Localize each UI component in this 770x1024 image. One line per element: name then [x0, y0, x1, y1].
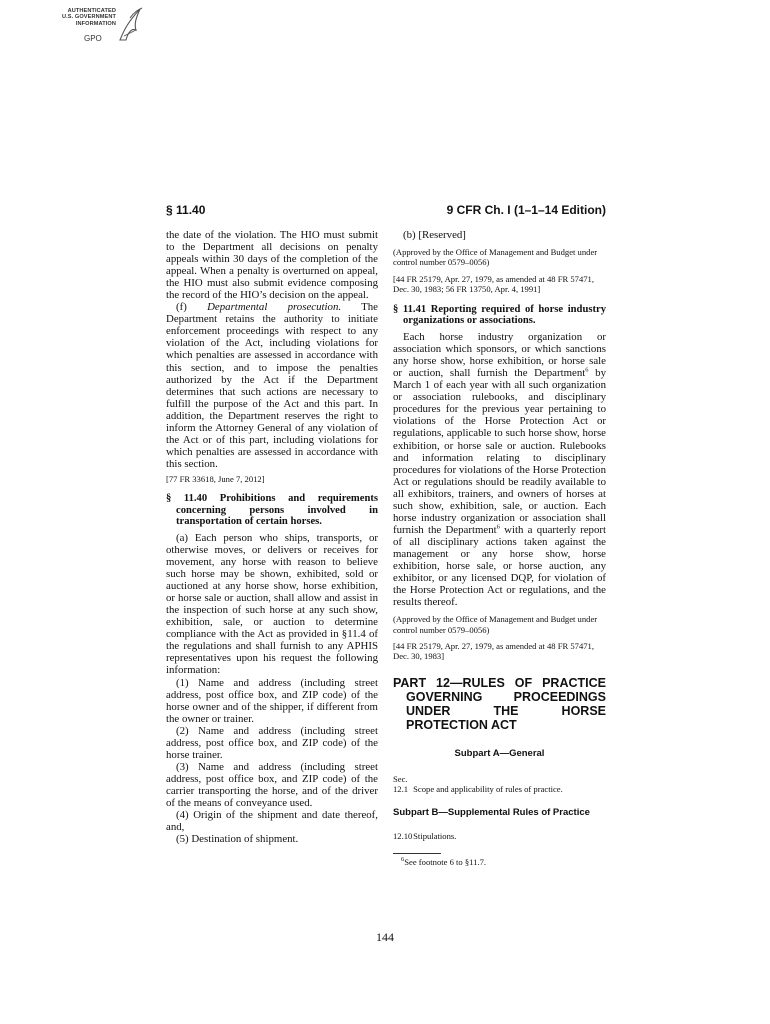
paragraph-f [166, 301, 378, 470]
subpart-a-heading: Subpart A—General [454, 747, 545, 759]
italic-heading: Departmental prosecution. [207, 301, 342, 314]
toc-sec-label: Sec. [393, 773, 408, 784]
footnote-text: See footnote 6 to §11.7. [404, 857, 487, 868]
section-heading-11-41: § 11.41 Reporting required of horse industry organizations or associations. [393, 303, 606, 326]
paragraph-label: (f) [176, 301, 187, 314]
source-citation: [44 FR 25179, Apr. 27, 1979, as amended at 48 FR 57471, Dec. 30, 1983] [393, 640, 594, 662]
right-column [393, 229, 606, 867]
gpo-logo-line: U.S. GOVERNMENT [61, 14, 116, 21]
toc-entry-number: 12.10 [393, 830, 413, 841]
section-heading-11-40: § 11.40 Prohibitions and requirements concerning persons involved in transportation of certain horses. [166, 493, 378, 527]
paragraph-text: The Department retains the authority to initiate enforcement proceedings with respect to any violation of the Act, including violations for which penalties are assessed in accordance with this section, and to impose the penalties authorized by the Act if the Department determines that such actions are necessary to fulfill the purpose of the Act and this part. In addition, the Department reserves the right to inform the Attorney General of any violation of the Act or of this part, including violations for which penalties are assessed in accordance with this section. [166, 301, 378, 470]
paragraph-text: by March 1 of each year with all such organization or association rulebooks, and disciplinary procedures for the previous year pertaining to violations of the Horse Protection Act or regulations, applicable to such horse show, horse exhibition, or horse sale or auction. Rulebooks and information relating to disciplinary procedures for violations of the Horse Protection Act or regulations should be readily available to all exhibitors, trainers, and owners of horses at such show, exhibition, sale, or auction. Each horse industry organization or association shall furnish the Department [393, 367, 606, 536]
part-title: PART 12—RULES OF PRACTICE GOVERNING PROCEEDINGS UNDER THE HORSE PROTECTION ACT [393, 675, 606, 732]
paragraph-11-41 [393, 331, 606, 608]
toc-entry[interactable] [393, 831, 606, 841]
running-header-section: § 11.40 [166, 203, 206, 217]
list-item: (5) Destination of shipment. [176, 833, 299, 846]
source-citation: [44 FR 25179, Apr. 27, 1979, as amended at 48 FR 57471, Dec. 30, 1983; 56 FR 13750, Apr. 4, 1991] [393, 273, 594, 295]
gpo-logo-line: INFORMATION [75, 20, 116, 27]
toc-entry-text: Stipulations. [413, 830, 457, 841]
toc-entry-number: 12.1 [393, 784, 409, 795]
list-item: (1) Name and address (including street address, post office box, and ZIP code) of the horse owner and of the shipper, if different from the owner or trainer. [166, 676, 378, 725]
list-item: (3) Name and address (including street address, post office box, and ZIP code) of the carrier transporting the horse, and of the driver of the means of conveyance used. [166, 760, 378, 809]
paragraph-text: Each horse industry organization or association which sponsors, or which sanctions any horse show, horse exhibition, or horse sale or auction, shall furnish the Department [393, 331, 606, 380]
footnote [393, 857, 606, 867]
gpo-logo-line: AUTHENTICATED [67, 8, 116, 14]
list-item: (2) Name and address (including street address, post office box, and ZIP code) of the horse trainer. [166, 724, 378, 761]
eagle-icon [114, 6, 144, 42]
paragraph-a: (a) Each person who ships, transports, or otherwise moves, or delivers or receives for movement, any horse with reason to believe such horse may be shown, exhibited, sold or auctioned at any horse show, horse exhibition, or horse sale or auction, shall allow and assist in the inspection of such horse at any such show, exhibition, sale, or auction to determine compliance with the Act as provided in §11.4 of the regulations and shall furnish to any APHIS representatives upon his request the following information: [166, 531, 378, 677]
gpo-authentication-logo [28, 6, 146, 46]
running-header-title: 9 CFR Ch. I (1–1–14 Edition) [446, 203, 606, 217]
gpo-logo-text [28, 8, 116, 27]
subpart-b-heading: Subpart B—Supplemental Rules of Practice [393, 806, 590, 818]
footnote-ref[interactable]: 6 [496, 523, 500, 531]
paragraph-b: (b) [Reserved] [403, 229, 466, 241]
omb-approval-note: (Approved by the Office of Management and Budget under control number 0579–0056) [393, 614, 598, 635]
footnote-ref[interactable]: 6 [585, 366, 589, 374]
omb-approval-note: (Approved by the Office of Management and Budget under control number 0579–0056) [393, 247, 598, 268]
footnote-number: 6 [401, 856, 405, 864]
paragraph: the date of the violation. The HIO must submit to the Department all decisions on penalty appeals within 30 days of the completion of the appeal. When a penalty is overturned on appeal, the HIO must also submit evidence composing the record of the HIO’s decision on the appeal. [166, 229, 378, 302]
paragraph-text: with a quarterly report of all disciplinary actions taken against the management or any horse show, horse exhibition, horse sale, or horse auction, any exhibitor, or any licensed DQP, for violation of the Horse Protection Act or regulations, and the results thereof. [393, 523, 607, 609]
gpo-mark: GPO [84, 34, 102, 43]
list-item: (4) Origin of the shipment and date thereof, and, [166, 809, 378, 834]
left-column [166, 229, 378, 845]
page-number: 144 [376, 930, 394, 944]
source-citation: [77 FR 33618, June 7, 2012] [166, 473, 265, 484]
toc-entry-text: Scope and applicability of rules of practice. [413, 784, 563, 795]
footnote-divider [393, 853, 441, 854]
toc-entry[interactable] [393, 784, 606, 794]
